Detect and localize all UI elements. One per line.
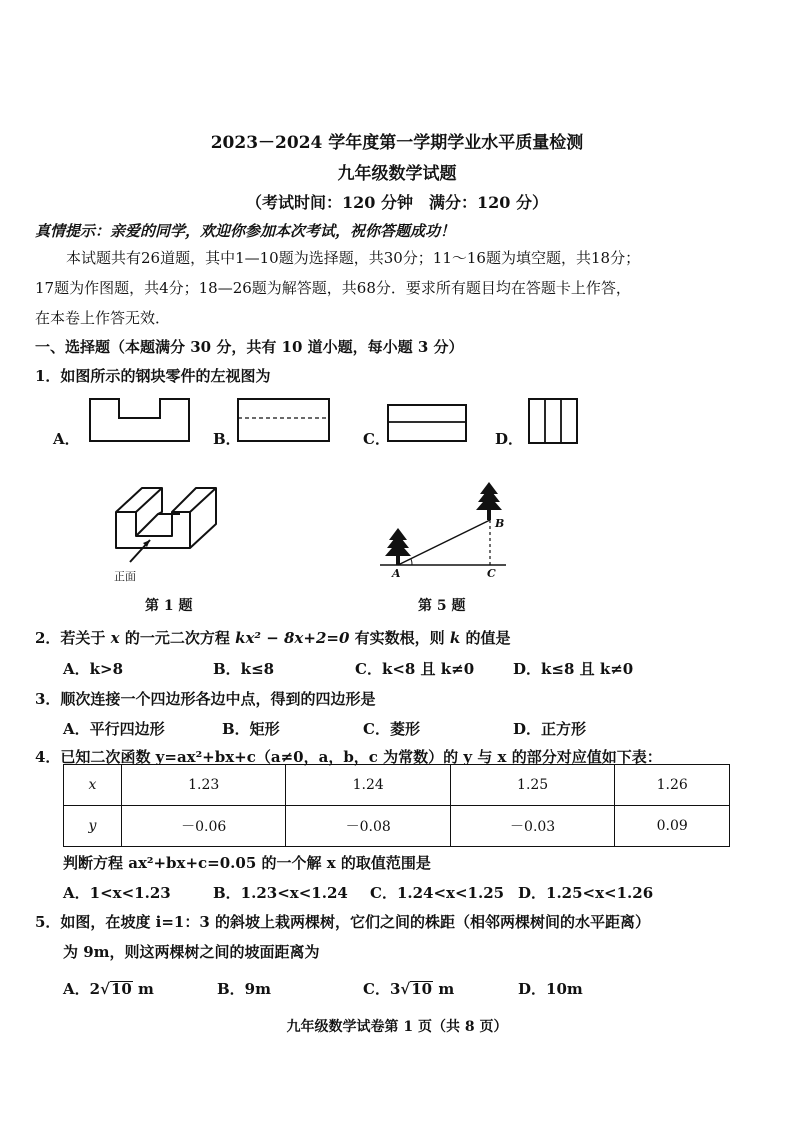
left-tree-icon <box>385 528 411 565</box>
exam-subtitle: 九年级数学试题 <box>337 164 457 184</box>
q5-option-b: B．9m <box>217 980 271 998</box>
right-tree-icon <box>476 482 502 520</box>
q2-option-c: C．k<8 且 k≠0 <box>355 660 475 678</box>
q1-option-b-figure <box>237 398 330 442</box>
exam-info: （考试时间：120 分钟 满分：120 分） <box>246 193 548 212</box>
page-footer: 九年级数学试卷第 1 页（共 8 页） <box>286 1019 508 1035</box>
q1-option-d-label: D． <box>495 430 524 448</box>
q2-option-a: A．k>8 <box>63 660 124 678</box>
q1-option-d-figure <box>528 398 578 444</box>
exam-title: 2023－2024 学年度第一学期学业水平质量检测 <box>210 133 584 153</box>
table-cell: 1.26 <box>615 765 730 806</box>
q3-option-a: A．平行四边形 <box>63 720 165 738</box>
table-row <box>64 765 730 806</box>
q5-figure-caption: 第 5 题 <box>418 598 466 614</box>
q4-follow: 判断方程 ax²+bx+c=0.05 的一个解 x 的取值范围是 <box>63 854 431 872</box>
q4-stem: 4．已知二次函数 y=ax²+bx+c（a≠0，a，b，c 为常数）的 y 与 x 的部分对应值如下表： <box>35 748 662 766</box>
q4-value-table <box>63 764 730 847</box>
q1-stem: 1．如图所示的钢块零件的左视图为 <box>35 367 271 385</box>
q4-option-d: D．1.25<x<1.26 <box>518 884 654 902</box>
q5-option-a: A．2√10 m <box>63 980 154 998</box>
table-cell: 0.09 <box>615 806 730 847</box>
instructions-line-2: 17题为作图题，共4分；18—26题为解答题，共68分．要求所有题目均在答题卡上作答， <box>35 279 631 297</box>
table-cell: －0.08 <box>286 806 450 847</box>
point-b-label: B <box>495 517 505 530</box>
steel-block-figure <box>110 482 220 582</box>
q5-stem-line-2: 为 9m，则这两棵树之间的坡面距离为 <box>63 943 320 961</box>
table-cell: －0.03 <box>450 806 614 847</box>
q5-option-d: D．10m <box>518 980 583 998</box>
q4-option-b: B．1.23<x<1.24 <box>213 884 348 902</box>
q2-option-d: D．k≤8 且 k≠0 <box>513 660 634 678</box>
table-cell: 1.24 <box>286 765 450 806</box>
table-cell: 1.23 <box>122 765 286 806</box>
q3-option-c: C．菱形 <box>363 720 420 738</box>
q2-stem: 2．若关于 x 的一元二次方程 kx² − 8x+2=0 有实数根，则 k 的值是 <box>35 629 511 647</box>
section-heading: 一、选择题（本题满分 30 分，共有 10 道小题，每小题 3 分） <box>35 338 464 356</box>
q4-option-c: C．1.24<x<1.25 <box>370 884 505 902</box>
q2-option-b: B．k≤8 <box>213 660 275 678</box>
q5-option-c: C．3√10 m <box>363 980 455 998</box>
exam-tip: 真情提示：亲爱的同学，欢迎你参加本次考试，祝你答题成功！ <box>35 222 456 240</box>
table-row <box>64 806 730 847</box>
table-cell: 1.25 <box>450 765 614 806</box>
q1-figure-caption: 第 1 题 <box>145 598 193 614</box>
point-c-label: C <box>487 567 496 580</box>
instructions-line-1: 本试题共有26道题，其中1—10题为选择题，共30分；11～16题为填空题，共18分； <box>66 249 641 267</box>
table-cell: －0.06 <box>122 806 286 847</box>
q3-option-b: B．矩形 <box>222 720 280 738</box>
q1-option-b-label: B． <box>213 430 241 448</box>
q1-option-a-label: A． <box>53 430 80 448</box>
q5-stem-line-1: 5．如图，在坡度 i=1：3 的斜坡上栽两棵树，它们之间的株距（相邻两棵树间的水平距离） <box>35 913 651 931</box>
q1-option-c-label: C． <box>363 430 390 448</box>
q1-option-c-figure <box>387 404 467 442</box>
table-header-y: y <box>64 806 122 847</box>
table-header-x: x <box>64 765 122 806</box>
point-a-label: A <box>392 567 401 580</box>
q3-stem: 3．顺次连接一个四边形各边中点，得到的四边形是 <box>35 690 376 708</box>
instructions-line-3: 在本卷上作答无效． <box>35 309 171 327</box>
q4-option-a: A．1<x<1.23 <box>63 884 171 902</box>
q3-option-d: D．正方形 <box>513 720 587 738</box>
slope-trees-figure <box>378 478 513 578</box>
q1-option-a-figure <box>89 398 190 442</box>
front-view-label: 正面 <box>114 570 136 583</box>
